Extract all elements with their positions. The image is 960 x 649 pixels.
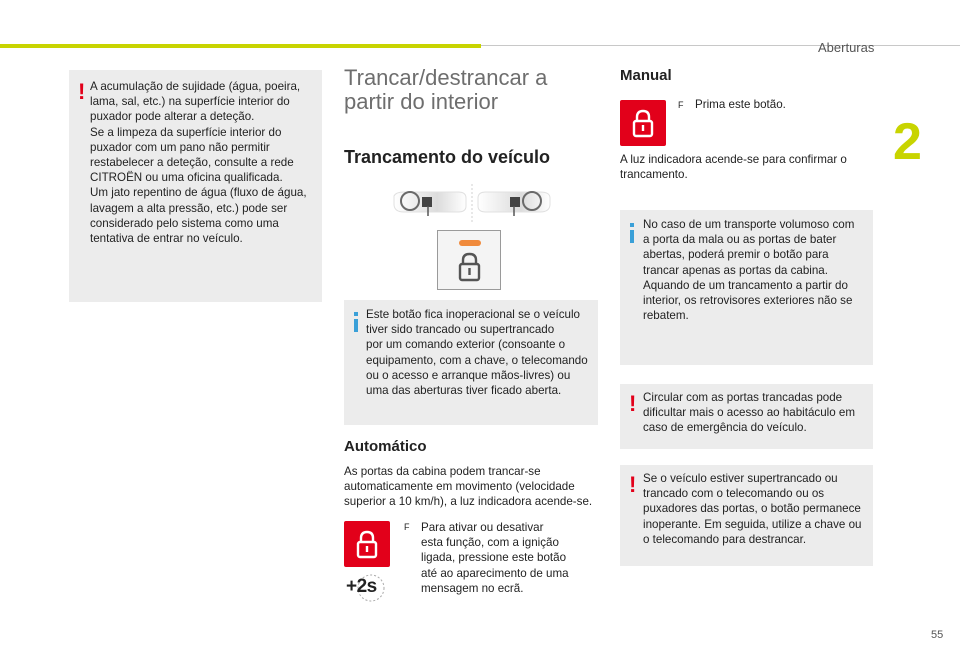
info-text: Este botão fica inoperacional se o veículo tiver sido trancado ou supertrancado por um comando exterior (consoante o equipamento, com a chave, o telecomando ou o acesso e arranque mãos-livres) ou uma das aberturas tiver ficado aberta. <box>366 308 588 398</box>
locking-heading: Trancamento do veículo <box>344 147 551 167</box>
lock-icon <box>620 100 666 146</box>
step-bullet: F <box>678 100 684 110</box>
warning-icon: ! <box>78 79 86 104</box>
info-text: No caso de um transporte volumoso com a porta da mala ou as portas de bater abertas, poderá premir o botão para trancar apenas as portas da cabina. Aquando de um trancamento a partir do interior, os retrovisores exteriores não se rebatem. <box>643 218 855 323</box>
dashboard-illustration <box>392 184 552 224</box>
switches-illustration <box>392 184 552 224</box>
lock-button-red <box>620 100 666 146</box>
lock-icon <box>438 231 502 291</box>
warning-box-inoperative <box>620 465 873 566</box>
step-bullet: F <box>404 522 410 532</box>
warning-text: Se o veículo estiver supertrancado ou trancado com o telecomando ou os puxadores das portas, o botão permanece inoperante. Em seguida, utilize a chave ou o telecomando para destrancar. <box>643 472 862 546</box>
lock-button-red <box>344 521 390 567</box>
warning-box-emergency <box>620 384 873 449</box>
header-rule <box>481 45 960 46</box>
automatic-text: As portas da cabina podem trancar-se automaticamente em movimento (velocidade superior a 10 km/h), a luz indicadora acende-se. <box>344 465 593 509</box>
warning-box-sensor <box>69 70 322 302</box>
warning-text: A acumulação de sujidade (água, poeira, lama, sal, etc.) na superfície interior do puxador pode alterar a deteção. Se a limpeza da superfície interior do puxador com um pano não permitir restabelecer a deteção, consulte a rede CITROËN ou uma oficina qualificada. Um jato repentino de água (fluxo de água, lavagem a alta pressão, etc.) pode ser considerado pelo sistema como uma tentativa de entrar no veículo. <box>90 80 307 246</box>
indicator-text: A luz indicadora acende-se para confirmar o trancamento. <box>620 153 847 182</box>
warning-text: Circular com as portas trancadas pode dificultar mais o acesso ao habitáculo em caso de emergência do veículo. <box>643 391 856 435</box>
header-accent-bar <box>0 44 481 48</box>
warning-icon: ! <box>629 391 637 416</box>
info-box-cargo <box>620 210 873 365</box>
lock-icon <box>344 521 390 567</box>
warning-icon: ! <box>629 472 637 497</box>
page-number: 55 <box>931 629 944 641</box>
automatic-heading: Automático <box>344 438 427 455</box>
lock-button-illustration <box>437 230 501 290</box>
section-title: Trancar/destrancar a partir do interior <box>344 65 548 114</box>
manual-step-text: Prima este botão. <box>695 98 786 111</box>
hold-2s-icon: +2s <box>346 572 390 604</box>
info-box-inoperative <box>344 300 598 425</box>
manual-heading: Manual <box>620 67 672 84</box>
chapter-number: 2 <box>893 113 922 171</box>
chapter-title: Aberturas <box>818 40 875 55</box>
automatic-step-text: Para ativar ou desativar esta função, com a ignição ligada, pressione este botão até ao aparecimento de uma mensagem no ecrã. <box>421 521 569 595</box>
